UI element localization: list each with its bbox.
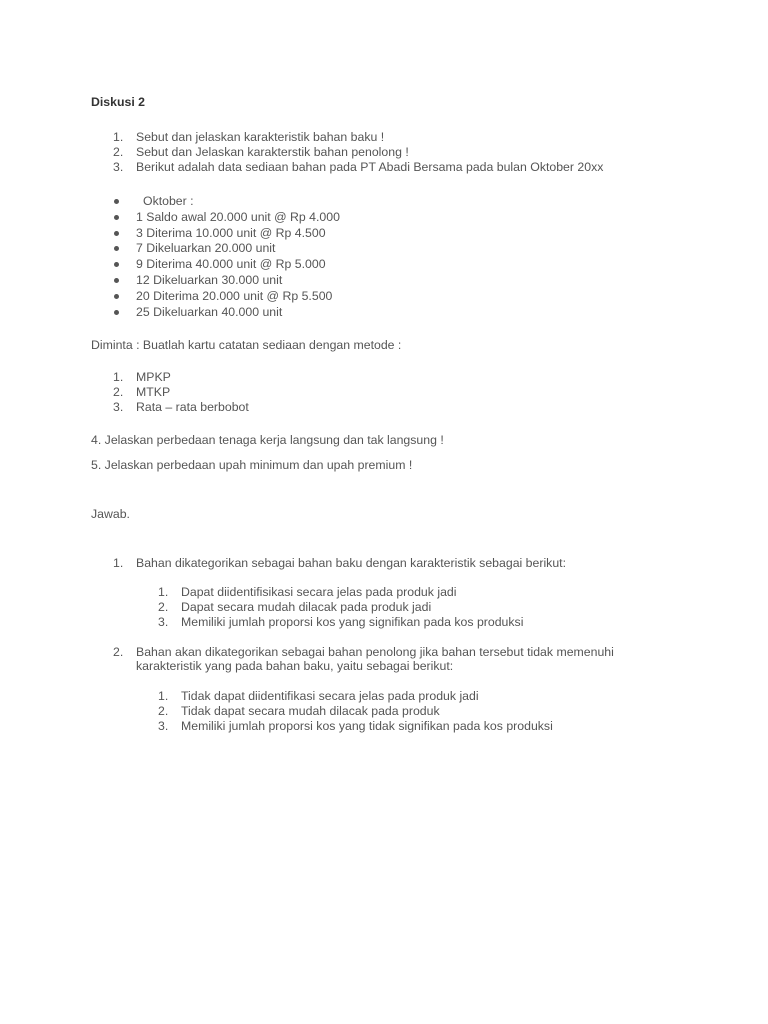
- list-number: 3.: [113, 400, 124, 414]
- bullet-icon: [114, 246, 119, 251]
- list-text: Memiliki jumlah proporsi kos yang signifikan pada kos produksi: [181, 615, 524, 629]
- list-text: 7 Dikeluarkan 20.000 unit: [136, 241, 276, 255]
- list-number: 1.: [158, 585, 169, 599]
- question-5: 5. Jelaskan perbedaan upah minimum dan upah premium !: [91, 458, 413, 472]
- list-text: Tidak dapat secara mudah dilacak pada produk: [181, 704, 440, 718]
- list-text: MPKP: [136, 370, 171, 384]
- jawab-heading: Jawab.: [91, 507, 130, 521]
- list-text: MTKP: [136, 385, 171, 399]
- answer-text: Bahan dikategorikan sebagai bahan baku dengan karakteristik sebagai berikut:: [136, 556, 567, 570]
- list-number: 2.: [158, 704, 169, 718]
- list-number: 3.: [113, 160, 124, 174]
- list-text: 25 Dikeluarkan 40.000 unit: [136, 305, 283, 319]
- list-text: Memiliki jumlah proporsi kos yang tidak signifikan pada kos produksi: [181, 719, 553, 733]
- answer-text: Bahan akan dikategorikan sebagai bahan penolong jika bahan tersebut tidak memenuhi: [136, 645, 614, 659]
- bullet-icon: [114, 310, 119, 315]
- list-text: Berikut adalah data sediaan bahan pada PT Abadi Bersama pada bulan Oktober 20xx: [136, 160, 604, 174]
- bullet-icon: [114, 215, 119, 220]
- document-title: Diskusi 2: [91, 95, 145, 109]
- list-text: 1 Saldo awal 20.000 unit @ Rp 4.000: [136, 210, 340, 224]
- list-number: 1.: [158, 689, 169, 703]
- list-text: 3 Diterima 10.000 unit @ Rp 4.500: [136, 226, 326, 240]
- list-text: Dapat secara mudah dilacak pada produk jadi: [181, 600, 432, 614]
- list-text: 12 Dikeluarkan 30.000 unit: [136, 273, 283, 287]
- list-number: 2.: [113, 645, 124, 659]
- answer-text: karakteristik yang pada bahan baku, yaitu sebagai berikut:: [136, 659, 454, 673]
- diminta-text: Diminta : Buatlah kartu catatan sediaan dengan metode :: [91, 338, 402, 352]
- bullet-icon: [114, 231, 119, 236]
- list-number: 1.: [113, 130, 124, 144]
- bullet-icon: [114, 199, 119, 204]
- list-text: Dapat diidentifisikasi secara jelas pada produk jadi: [181, 585, 457, 599]
- list-number: 3.: [158, 615, 169, 629]
- list-text: 9 Diterima 40.000 unit @ Rp 5.000: [136, 257, 326, 271]
- list-number: 3.: [158, 719, 169, 733]
- list-text: Oktober :: [143, 194, 194, 208]
- list-text: 20 Diterima 20.000 unit @ Rp 5.500: [136, 289, 333, 303]
- bullet-icon: [114, 278, 119, 283]
- bullet-icon: [114, 294, 119, 299]
- list-number: 1.: [113, 556, 124, 570]
- list-number: 2.: [113, 385, 124, 399]
- list-text: Sebut dan jelaskan karakteristik bahan baku !: [136, 130, 385, 144]
- list-text: Sebut dan Jelaskan karakterstik bahan penolong !: [136, 145, 409, 159]
- list-number: 2.: [158, 600, 169, 614]
- list-number: 2.: [113, 145, 124, 159]
- bullet-icon: [114, 262, 119, 267]
- question-4: 4. Jelaskan perbedaan tenaga kerja langsung dan tak langsung !: [91, 433, 444, 447]
- list-text: Rata – rata berbobot: [136, 400, 249, 414]
- list-number: 1.: [113, 370, 124, 384]
- list-text: Tidak dapat diidentifikasi secara jelas pada produk jadi: [181, 689, 479, 703]
